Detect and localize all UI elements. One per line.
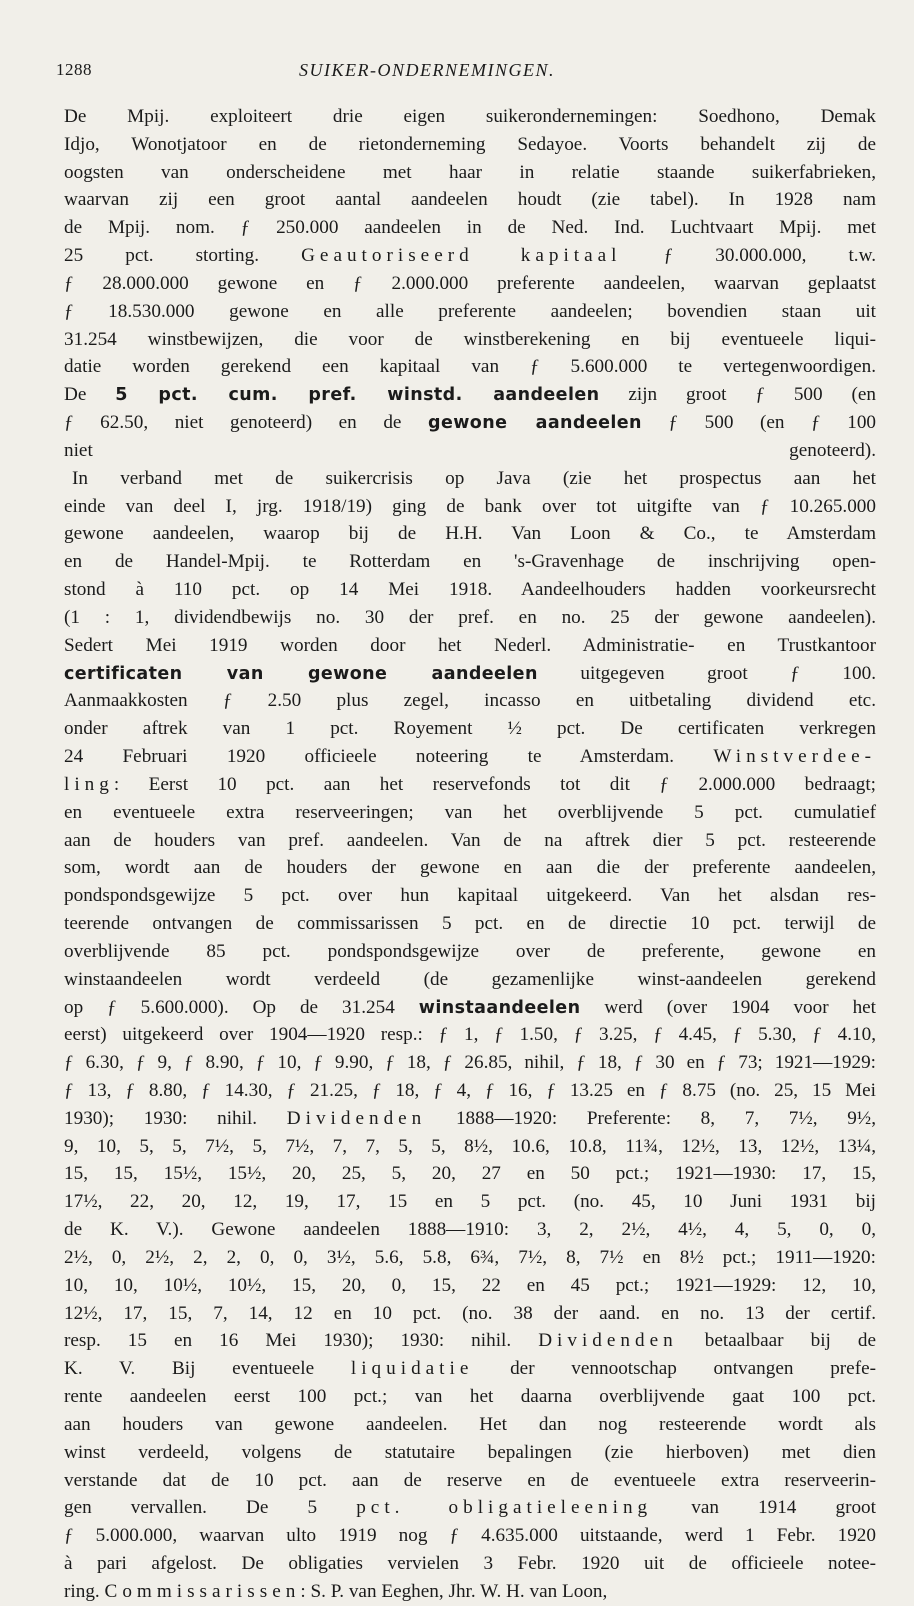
text-run: teerende ontvangen de commissarissen 5 pct. en de directie 10 pct. terwijl de — [64, 913, 876, 935]
running-head — [56, 60, 876, 90]
text-line — [64, 186, 876, 214]
text-run: 12½, 17, 15, 7, 14, 12 en 10 pct. (no. 38 der aand. en no. 13 der certif. — [64, 1302, 876, 1324]
running-title: SUIKER-ONDERNEMINGEN. — [299, 60, 555, 80]
text-line — [64, 576, 876, 604]
spaced-emphasis: pct. obligatieleening — [356, 1497, 653, 1519]
text-run: ring. — [64, 1580, 105, 1602]
text-run: In verband met de suikercrisis op Java (zie het prospectus aan het — [72, 467, 876, 489]
text-line — [64, 1411, 876, 1439]
text-line — [64, 1578, 876, 1606]
text-run: gewone aandeelen, waarop bij de H.H. Van Loon & Co., te Amsterdam — [64, 523, 876, 545]
text-run: ƒ 500 (en ƒ 100 — [641, 412, 877, 434]
text-line — [64, 437, 876, 465]
text-run: ƒ 62.50, niet genoteerd) en de — [64, 412, 429, 434]
text-run: ƒ 13, ƒ 8.80, ƒ 14.30, ƒ 21.25, ƒ 18, ƒ 4, ƒ 16, ƒ 13.25 en ƒ 8.75 (no. 25, 15 Mei — [64, 1079, 876, 1101]
text-run: der vennootschap ontvangen prefe- — [473, 1358, 876, 1380]
text-line — [64, 298, 876, 326]
spaced-emphasis: Commissarissen — [104, 1580, 301, 1602]
spaced-emphasis: ling — [64, 773, 114, 795]
text-line — [64, 159, 876, 187]
text-run: 24 Februari 1920 officieele noteering te Amsterdam. — [64, 746, 714, 768]
text-run: ƒ 30.000.000, t.w. — [621, 245, 876, 267]
text-line — [64, 715, 876, 743]
text-line — [64, 1300, 876, 1328]
text-run: de K. V.). Gewone aandeelen 1888—1910: 3, 2, 2½, 4½, 4, 5, 0, 0, — [64, 1219, 876, 1241]
text-run: overblijvende 85 pct. pondspondsgewijze over de preferente, gewone en — [64, 940, 876, 962]
text-line — [64, 270, 876, 298]
text-line — [64, 827, 876, 855]
text-run: Aanmaakkosten ƒ 2.50 plus zegel, incasso en uitbetaling dividend etc. — [64, 690, 876, 712]
text-run: pondspondsgewijze 5 pct. over hun kapitaal uitgekeerd. Van het alsdan res- — [64, 885, 876, 907]
text-line — [64, 994, 876, 1022]
text-line — [64, 1355, 876, 1383]
text-run: ƒ 28.000.000 gewone en ƒ 2.000.000 preferente aandeelen, waarvan geplaatst — [64, 272, 876, 294]
text-line — [64, 966, 876, 994]
bold-term: winstaandeelen — [418, 997, 581, 1018]
text-run: rente aandeelen eerst 100 pct.; van het daarna overblijvende gaat 100 pct. — [64, 1386, 876, 1408]
text-run: ƒ 18.530.000 gewone en alle preferente aandeelen; bovendien staan uit — [64, 300, 876, 322]
text-line — [64, 687, 876, 715]
spaced-emphasis: Dividenden — [538, 1330, 678, 1352]
text-run: niet genoteerd). — [64, 439, 876, 461]
text-line — [64, 381, 876, 409]
text-line — [64, 1383, 876, 1411]
text-run: ƒ 5.000.000, waarvan ulto 1919 nog ƒ 4.635.000 uitstaande, werd 1 Febr. 1920 — [64, 1525, 876, 1547]
text-line — [64, 1021, 876, 1049]
text-line — [64, 242, 876, 270]
text-run: 2½, 0, 2½, 2, 2, 0, 0, 3½, 5.6, 5.8, 6¾, 7½, 8, 7½ en 8½ pct.; 1911—1920: — [64, 1246, 876, 1268]
text-run: uitgegeven groot ƒ 100. — [537, 662, 876, 684]
text-line — [64, 1494, 876, 1522]
text-run: resp. 15 en 16 Mei 1930); 1930: nihil. — [64, 1330, 539, 1352]
text-run: op ƒ 5.600.000). Op de 31.254 — [64, 996, 419, 1018]
text-run: 1888—1920: Preferente: 8, 7, 7½, 9½, — [426, 1107, 876, 1129]
text-line — [64, 799, 876, 827]
text-run: 15, 15, 15½, 15½, 20, 25, 5, 20, 27 en 50 pct.; 1921—1930: 17, 15, — [64, 1163, 876, 1185]
text-line — [64, 353, 876, 381]
text-run: som, wordt aan de houders der gewone en aan die der preferente aandeelen, — [64, 857, 876, 879]
text-line — [64, 465, 876, 493]
body-text — [64, 103, 876, 1606]
spaced-emphasis: Dividenden — [286, 1107, 427, 1129]
text-run: en de Handel-Mpij. te Rotterdam en 's-Gravenhage de inschrijving open- — [64, 551, 876, 573]
text-line — [64, 771, 876, 799]
text-run: K. V. Bij eventueele — [64, 1358, 351, 1380]
text-run: zijn groot ƒ 500 (en — [599, 384, 876, 406]
text-line — [64, 604, 876, 632]
text-line — [64, 326, 876, 354]
text-run: stond à 110 pct. op 14 Mei 1918. Aandeelhouders hadden voorkeursrecht — [64, 579, 876, 601]
text-line — [64, 1049, 876, 1077]
text-run: van 1914 groot — [652, 1497, 876, 1519]
text-line — [64, 493, 876, 521]
text-run: ƒ 6.30, ƒ 9, ƒ 8.90, ƒ 10, ƒ 9.90, ƒ 18, ƒ 26.85, nihil, ƒ 18, ƒ 30 en ƒ 73; 1921—1929: — [64, 1052, 876, 1074]
text-line — [64, 1327, 876, 1355]
text-line — [64, 882, 876, 910]
text-run: 1930); 1930: nihil. — [64, 1107, 287, 1129]
text-line — [64, 548, 876, 576]
text-run: betaalbaar bij de — [677, 1330, 876, 1352]
text-run: : S. P. van Eeghen, Jhr. W. H. van Loon, — [300, 1580, 608, 1602]
text-line — [64, 1160, 876, 1188]
text-run: gen vervallen. De 5 — [64, 1497, 357, 1519]
bold-term: certificaten van gewone aandeelen — [64, 663, 538, 684]
text-line — [64, 214, 876, 242]
text-line — [64, 743, 876, 771]
text-line — [64, 1439, 876, 1467]
text-run: : Eerst 10 pct. aan het reservefonds tot dit ƒ 2.000.000 bedraagt; — [113, 773, 876, 795]
text-line — [64, 1467, 876, 1495]
text-run: De — [64, 384, 116, 406]
spaced-emphasis: liquidatie — [350, 1358, 474, 1380]
text-line — [64, 1244, 876, 1272]
text-run: à pari afgelost. De obligaties vervielen 3 Febr. 1920 uit de officieele notee- — [64, 1553, 876, 1575]
text-line — [64, 1188, 876, 1216]
text-line — [64, 520, 876, 548]
text-run: Sedert Mei 1919 worden door het Nederl. Administratie- en Trustkantoor — [64, 634, 876, 656]
text-run: 31.254 winstbewijzen, die voor de winstberekening en bij eventueele liqui- — [64, 328, 876, 350]
text-run: 9, 10, 5, 5, 7½, 5, 7½, 7, 7, 5, 5, 8½, 10.6, 10.8, 11¾, 12½, 13, 12½, 13¼, — [64, 1135, 876, 1157]
bold-term: gewone aandeelen — [428, 413, 642, 434]
text-run: onder aftrek van 1 pct. Royement ½ pct. De certificaten verkregen — [64, 718, 876, 740]
text-line — [64, 1522, 876, 1550]
text-run: winstaandeelen wordt verdeeld (de gezamenlijke winst-aandeelen gerekend — [64, 968, 876, 990]
spaced-emphasis: Geautoriseerd kapitaal — [301, 245, 622, 267]
text-line — [64, 409, 876, 437]
text-line — [64, 910, 876, 938]
text-run: en eventueele extra reserveeringen; van het overblijvende 5 pct. cumulatief — [64, 801, 876, 823]
text-run: aan houders van gewone aandeelen. Het dan nog resteerende wordt als — [64, 1413, 876, 1435]
page-number: 1288 — [56, 60, 92, 79]
spaced-emphasis: Winstverdee- — [713, 746, 876, 768]
text-line — [64, 1216, 876, 1244]
text-line — [64, 938, 876, 966]
text-line — [64, 1133, 876, 1161]
text-line — [64, 131, 876, 159]
text-line — [64, 1272, 876, 1300]
text-run: datie worden gerekend een kapitaal van ƒ 5.600.000 te vertegenwoordigen. — [64, 356, 876, 378]
text-run: eerst) uitgekeerd over 1904—1920 resp.: ƒ 1, ƒ 1.50, ƒ 3.25, ƒ 4.45, ƒ 5.30, ƒ 4.10, — [64, 1024, 876, 1046]
text-line — [64, 1550, 876, 1578]
text-run: de Mpij. nom. ƒ 250.000 aandeelen in de Ned. Ind. Luchtvaart Mpij. met — [64, 217, 876, 239]
text-run: aan de houders van pref. aandeelen. Van de na aftrek dier 5 pct. resteerende — [64, 829, 876, 851]
text-line — [64, 1077, 876, 1105]
text-run: 17½, 22, 20, 12, 19, 17, 15 en 5 pct. (no. 45, 10 Juni 1931 bij — [64, 1191, 876, 1213]
text-line — [64, 103, 876, 131]
text-line — [64, 1105, 876, 1133]
text-run: werd (over 1904 voor het — [580, 996, 877, 1018]
text-run: waarvan zij een groot aantal aandeelen houdt (zie tabel). In 1928 nam — [64, 189, 876, 211]
text-run: winst verdeeld, volgens de statutaire bepalingen (zie hierboven) met dien — [64, 1441, 876, 1463]
text-run: 25 pct. storting. — [64, 245, 302, 267]
text-run: (1 : 1, dividendbewijs no. 30 der pref. en no. 25 der gewone aandeelen). — [64, 606, 876, 628]
text-run: Idjo, Wonotjatoor en de rietonderneming Sedayoe. Voorts behandelt zij de — [64, 133, 876, 155]
text-line — [64, 632, 876, 660]
bold-term: 5 pct. cum. pref. winstd. aandeelen — [115, 385, 600, 406]
text-run: einde van deel I, jrg. 1918/19) ging de bank over tot uitgifte van ƒ 10.265.000 — [64, 495, 876, 517]
text-run: verstande dat de 10 pct. aan de reserve en de eventueele extra reserveerin- — [64, 1469, 876, 1491]
text-line — [64, 854, 876, 882]
text-line — [64, 660, 876, 688]
text-run: De Mpij. exploiteert drie eigen suikerondernemingen: Soedhono, Demak — [64, 106, 876, 127]
text-run: oogsten van onderscheidene met haar in relatie staande suikerfabrieken, — [64, 161, 876, 183]
text-run: 10, 10, 10½, 10½, 15, 20, 0, 15, 22 en 45 pct.; 1921—1929: 12, 10, — [64, 1274, 876, 1296]
